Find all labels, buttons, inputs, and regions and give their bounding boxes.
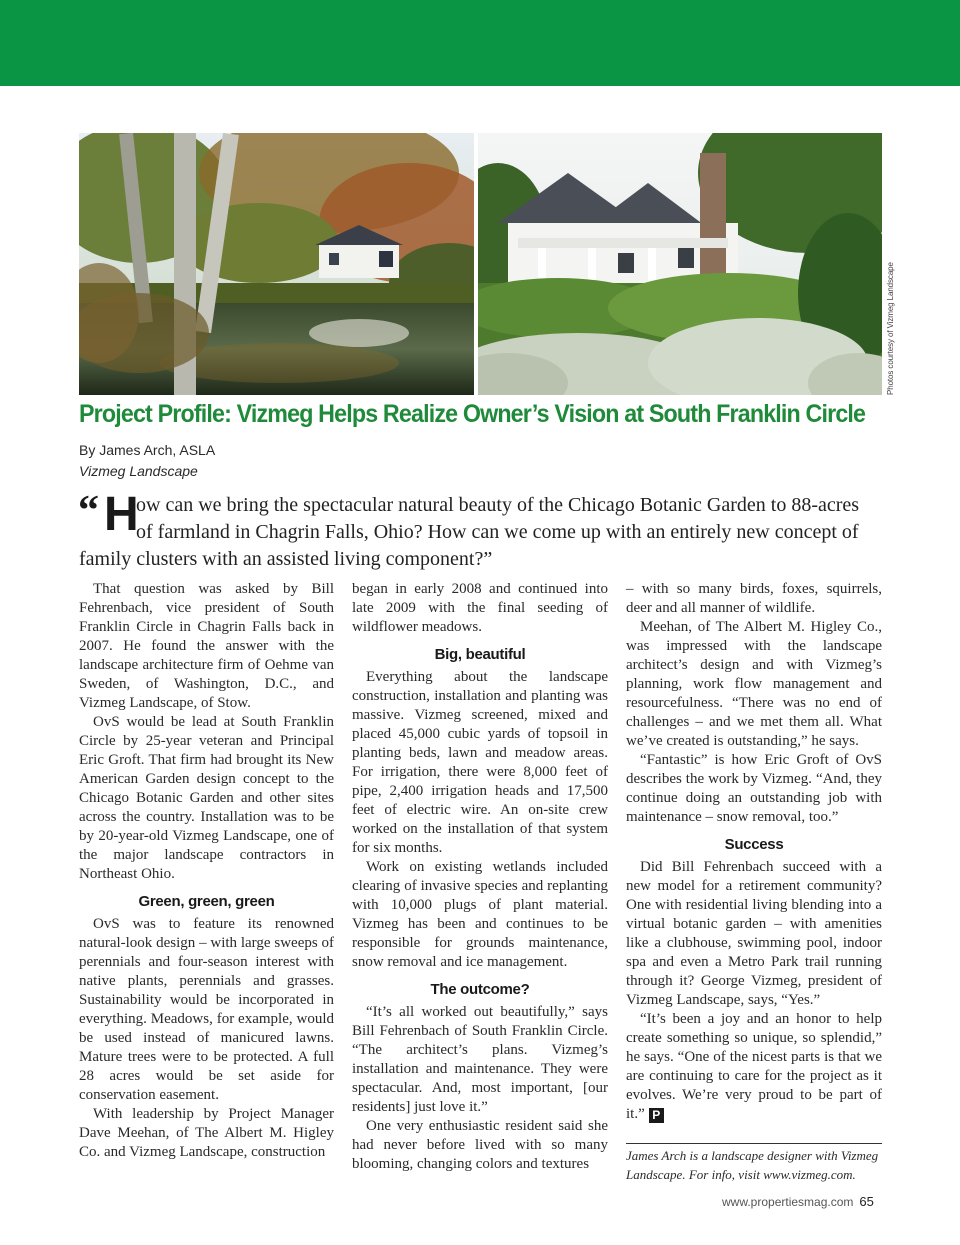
paragraph: “Fantastic” is how Eric Groft of OvS describes the work by Vizmeg. “And, they continue doing an outstanding job with maintenance – snow removal, too.” xyxy=(626,752,882,825)
column-3 xyxy=(626,580,882,1124)
bio-divider xyxy=(626,1143,882,1144)
paragraph: Everything about the landscape construction, installation and planting was massive. Vizmeg screened, mixed and placed 45,000 cubic yards of topsoil in planting beds, lawn and meadow areas. For irrigation, there were 8,000 feet of pipe, 2,400 irrigation heads and 17,500 feet of electric wire. An on-site crew worked on the installation of that system for six months. xyxy=(352,669,608,856)
drop-cap: H xyxy=(104,488,139,541)
paragraph: With leadership by Project Manager Dave Meehan, of The Albert M. Higley Co. and Vizmeg Landscape, construction xyxy=(79,1106,334,1160)
subhead-green: Green, green, green xyxy=(138,893,275,910)
paragraph: One very enthusiastic resident said she had never before lived with so many blooming, changing colors and textures xyxy=(352,1118,608,1172)
open-quote-mark: “ xyxy=(78,488,99,534)
author-company: Vizmeg Landscape xyxy=(79,463,198,479)
page-footer xyxy=(722,1194,874,1209)
column-2 xyxy=(352,580,608,1174)
paragraph: began in early 2008 and continued into late 2009 with the final seeding of wildflower meadows. xyxy=(352,581,608,635)
house-photo-illustration xyxy=(478,133,882,395)
paragraph-final xyxy=(626,1010,882,1124)
paragraph: Did Bill Fehrenbach succeed with a new model for a retirement community? One with residential living blending into a virtual botanic garden – with amenities like a clubhouse, swimming pool, indoor spa and even a Metro Park trail running through it? George Vizmeg, president of Vizmeg Landscape, says, “Yes.” xyxy=(626,859,882,1008)
author-bio: James Arch is a landscape designer with Vizmeg Landscape. For info, visit www.vizmeg.com. xyxy=(626,1148,879,1182)
paragraph: Meehan, of The Albert M. Higley Co., was impressed with the landscape architect’s design and with Vizmeg’s planning, work flow management and resourcefulness. “There was no end of challenges – and we met them all. What we’ve created is outstanding,” he says. xyxy=(626,619,882,749)
subhead-big-beautiful: Big, beautiful xyxy=(434,646,526,663)
footer-url: www.propertiesmag.com xyxy=(722,1195,854,1209)
paragraph: OvS was to feature its renowned natural-look design – with large sweeps of perennials and four-season interest with native plants, perennials and grasses. Sustainability would be incorporated in everything. Meadows, for example, would be used instead of manicured lawns. Mature trees were to be protected. A full 28 acres would be set aside for conservation easement. xyxy=(79,916,334,1103)
pull-quote-line-3: family clusters with an assisted living component?” xyxy=(79,548,493,570)
page-number: 65 xyxy=(859,1194,874,1209)
pull-quote-line-2: of farmland in Chagrin Falls, Ohio? How can we come up with an entirely new concept of xyxy=(136,521,859,543)
pull-quote-line-1: ow can we bring the spectacular natural beauty of the Chicago Botanic Garden to 88-acres xyxy=(136,494,860,516)
author-byline: By James Arch, ASLA xyxy=(79,442,216,458)
paragraph: – with so many birds, foxes, squirrels, deer and all manner of wildlife. xyxy=(626,581,882,616)
header-band xyxy=(0,0,960,86)
paragraph: “It’s all worked out beautifully,” says Bill Fehrenbach of South Franklin Circle. “The architect’s plans. Vizmeg’s installation and maintenance. They were spectacular. And, most important, [our residents] just love it.” xyxy=(352,1004,608,1115)
article-headline: Project Profile: Vizmeg Helps Realize Owner’s Vision at South Franklin Circle xyxy=(79,400,866,428)
subhead-success: Success xyxy=(724,836,784,853)
end-of-article-icon: P xyxy=(649,1108,664,1123)
paragraph: OvS would be lead at South Franklin Circle by 25-year veteran and Principal Eric Groft. That firm had brought its New American Garden design concept to the Chicago Botanic Garden and other sites across the country. Installation was to be by 20-year-old Vizmeg Landscape, one of the major landscape contractors in Northeast Ohio. xyxy=(79,714,334,882)
photo-white-house-garden xyxy=(478,133,882,395)
column-1 xyxy=(79,580,334,1162)
photo-credit: Photos courtesy of Vizmeg Landscape xyxy=(886,262,895,395)
subhead-outcome: The outcome? xyxy=(430,981,530,998)
paragraph: Work on existing wetlands included clearing of invasive species and replanting with 10,000 plugs of plant material. Vizmeg has been and continues to be responsible for grounds maintenance, snow removal and ice management. xyxy=(352,859,608,970)
photo-pond-trees-house xyxy=(79,133,474,395)
paragraph-text: “It’s been a joy and an honor to help create something so unique, so splendid,” he says. “One of the nicest parts is that we are continuing to care for the project as it evolves. We’re very proud to be part of it.” xyxy=(626,1011,882,1122)
paragraph: That question was asked by Bill Fehrenbach, vice president of South Franklin Circle in Chagrin Falls back in 2007. He found the answer with the landscape architecture firm of Oehme van Sweden, of Washington, D.C., and Vizmeg Landscape, of Stow. xyxy=(79,581,334,711)
pond-photo-illustration xyxy=(79,133,474,395)
